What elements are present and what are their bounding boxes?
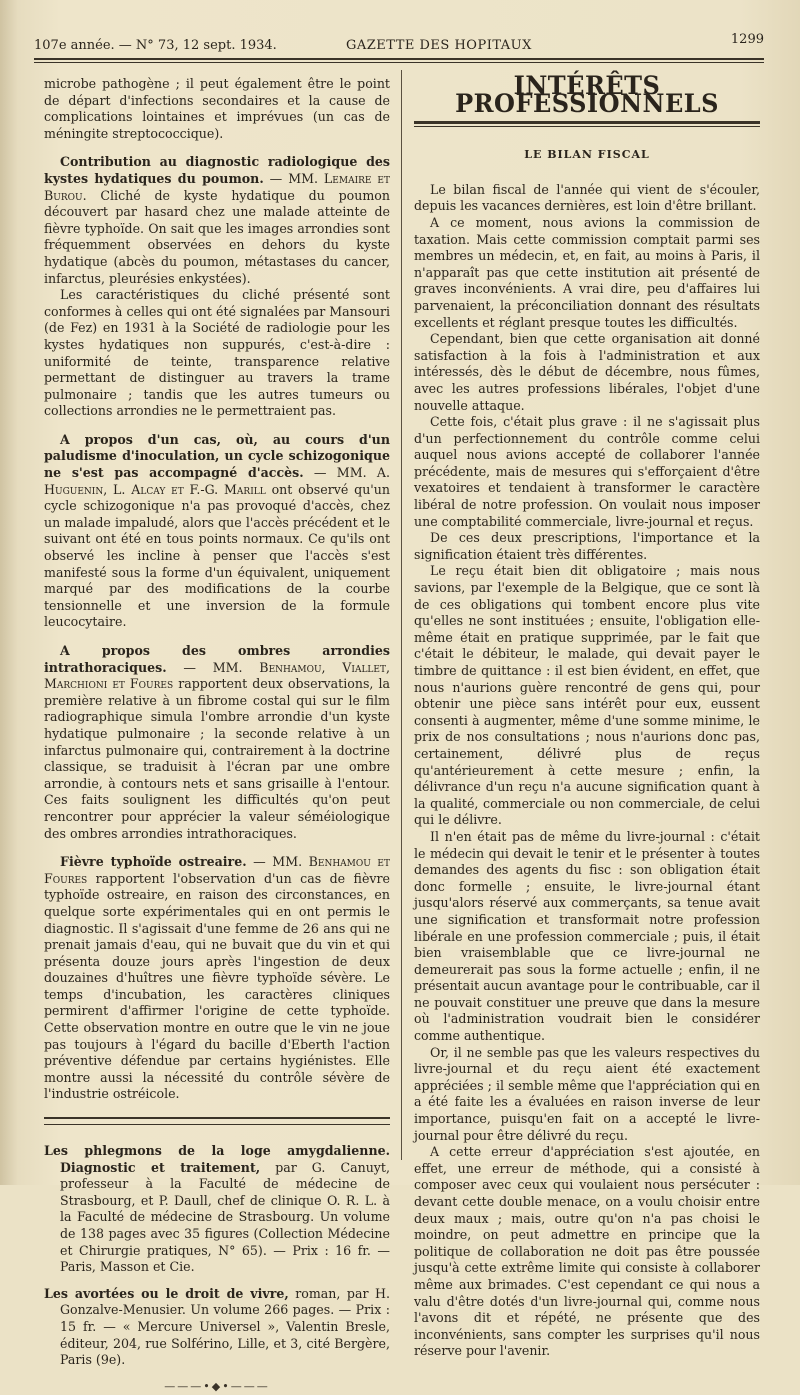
body-paragraph: De ces deux prescriptions, l'importance et la signification étaient très différentes. <box>414 530 760 562</box>
book-title: Les phlegmons de la loge amygdalienne. Diagnostic et traitement, <box>44 1143 390 1175</box>
article-paludisme: A propos d'un cas, où, au cours d'un paludisme d'inoculation, un cycle schizogonique ne s'est pas accompagné d'accès. — MM. A. Huguenin, L. Alcay et F.-G. Marill ont observé qu'un cycle schizogonique n'a pas provoqué d'accès, chez un malade impaludé, alors que l'accès précédent et le suivant ont été en tous points normaux. Ce qu'ils ont observé les incline à penser que l'accès s'est manifesté sous la forme d'un équivalent, uniquement marqué par des modifications de la courbe tensionnelle et une inversion de la formule leucocytaire. <box>44 431 390 630</box>
article-subtitle: LE BILAN FISCAL <box>524 148 650 162</box>
body-paragraph: A cette erreur d'appréciation s'est ajoutée, en effet, une erreur de méthode, qui a consisté à composer avec ceux qui voulaient nous persécuter : devant cette double menace, on a voulu choisir entre deux maux ; mais, outre qu'on n'a pas choisi le moindre, on peut admettre en principe que la politique de collaboration ne doit pas être poussée jusqu'à cette extrême limite qui consiste à collaborer même aux brimades. C'est cependant ce qui nous a valu d'être dotés d'un livre-journal qui, comme nous l'avons dit et répété, ne présente que des inconvénients, sans compter les surprises qu'il nous réserve pour l'avenir. <box>414 1144 760 1359</box>
article-authors: MM. Lemaire et Burou. <box>44 170 390 203</box>
ornament-divider-icon: ———•◆•——— <box>164 1379 270 1393</box>
issue-info: 107e année. — N° 73, 12 sept. 1934. <box>34 38 277 53</box>
book-title: Les avortées ou le droit de vivre, <box>44 1285 289 1301</box>
article-ombres: A propos des ombres arrondies intrathoraciques. — MM. Benhamou, Viallet, Marchioni et Foures rapportent deux observations, la première relative à un fibrome costal qui sur le film radiographique simula l'ombre arrondie d'un kyste hydatique pulmonaire ; la seconde relative à un infarctus pulmonaire qui, contrairement à la doctrine classique, se traduisit à l'écran par une ombre arrondie, à contours nets et sans grisaille à l'entour. Ces faits soulignent les difficultés qu'on peut rencontrer pour apprécier la valeur séméiologique des ombres arrondies intrathoraciques. <box>44 643 390 841</box>
header-rule <box>34 58 764 60</box>
page-number: 1299 <box>730 32 764 47</box>
continued-paragraph: microbe pathogène ; il peut également être le point de départ d'infections secondaires et la cause de complications lointaines et imprévues (un cas de méningite streptococcique). <box>44 76 390 141</box>
section-divider <box>44 1117 390 1125</box>
article-text: rapportent l'observation d'un cas de fièvre typhoïde ostreaire, en raison des circonstances, en quelque sorte expérimentales qui en ont permis le diagnostic. Il s'agissait d'une femme de 26 ans qui ne prenait jamais d'eau, qui ne buvait que du vin et qui présenta douze jours après l'ingestion de deux douzaines d'huîtres une fièvre typhoïde sévère. Le temps d'incubation, les caractères cliniques permirent d'affirmer l'origine de cette typhoïde. Cette observation montre en outre que le vin ne joue pas toujours à l'égard du bacille d'Eberth l'action préventive défendue par certains hygiénistes. Elle montre aussi la nécessité du contrôle sévère de l'industrie ostréicole. <box>44 870 391 1102</box>
article-title: A propos des ombres arrondies intrathoraciques. <box>44 643 390 675</box>
title-rule <box>414 121 760 124</box>
left-column <box>44 76 390 1395</box>
article-title: Fièvre typhoïde ostreaire. <box>60 854 247 870</box>
section-title: INTÉRÊTS PROFESSIONNELS <box>455 69 719 118</box>
body-paragraph: Or, il ne semble pas que les valeurs respectives du livre-journal et du reçu aient été exactement appréciées ; il semble même que l'appréciation qui en a été faite les a évaluées en raison inverse de leur importance, puisqu'en fait on a accepté le livre-journal pour être délivré du reçu. <box>414 1044 760 1143</box>
body-paragraph: A ce moment, nous avions la commission de taxation. Mais cette commission comptait parmi ses membres un médecin, et, en fait, au moins à Paris, il n'apparaît pas que cette institution ait présenté de graves inconvénients. A vrai dire, peu d'affaires lui parvenaient, la préconciliation donnant des résultats excellents et réglant presque toutes les difficultés. <box>414 214 760 330</box>
body-paragraph: Le bilan fiscal de l'année qui vient de s'écouler, depuis les vacances dernières, est loin d'être brillant. <box>414 181 760 214</box>
article-authors: MM. A. Huguenin, L. Alcay et F.-G. Marill <box>44 465 390 497</box>
article-title: A propos d'un cas, où, au cours d'un paludisme d'inoculation, un cycle schizogonique ne s'est pas accompagné d'accès. <box>44 431 390 481</box>
header-rule-thin <box>34 62 764 63</box>
article-text: Cliché de kyste hydatique du poumon découvert par hasard chez une malade atteinte de fièvre typhoïde. On sait que les images arrondies sont fréquemment observées en dehors du kyste hydatique (abcès du poumon, métastases du cancer, infarctus, pleurésies enkystées). <box>44 187 390 286</box>
article-text: ont observé qu'un cycle schizogonique n'a pas provoqué d'accès, chez un malade impaludé, alors que l'accès précédent et le suivant ont été en tous points normaux. Ce qu'ils ont observé les incline à penser que l'accès s'est manifesté sous la forme d'un équivalent, uniquement marqué par des modifications de la courbe tensionnelle et une inversion de la formule leucocytaire. <box>44 481 390 630</box>
article-kystes: Contribution au diagnostic radiologique des kystes hydatiques du poumon. — MM. Lemaire et Burou. Cliché de kyste hydatique du poumon découvert par hasard chez une malade atteinte de fièvre typhoïde. On sait que les images arrondies sont fréquemment observées en dehors du kyste hydatique (abcès du poumon, métastases du cancer, infarctus, pleurésies enkystées). <box>44 154 390 286</box>
body-paragraph: Le reçu était bien dit obligatoire ; mais nous savions, par l'exemple de la Belgique, que ce sont là de ces obligations qui tombent encore plus vite qu'elles ne sont instituées ; ensuite, l'obligation elle-même était en pratique supprimée, par le fait que c'était le débiteur, le malade, qui devait payer le timbre de quittance : il est bien évident, en effet, que nous n'aurions guère rencontré de gens qui, pour obtenir une pièce sans intérêt pour eux, eussent consenti à augmenter, même d'une somme minime, le prix de nos consultations ; nous n'aurions donc pas, certainement, délivré plus de reçus qu'antérieurement à cette mesure ; enfin, la délivrance d'un reçu n'a aucune signification quant à la qualité, commerciale ou non commerciale, de celui qui le délivre. <box>414 563 760 828</box>
right-column <box>414 69 760 1360</box>
title-rule-thin <box>414 126 760 127</box>
article-paragraph: Les caractéristiques du cliché présenté sont conformes à celles qui ont été signalées par Mansouri (de Fez) en 1931 à la Société de radiologie pour les kystes hydatiques non suppurés, c'est-à-dire : uniformité de teinte, transparence relative permettant de distinguer au travers la trame pulmonaire ; tandis que les autres tumeurs ou collections arrondies ne le permettraient pas. <box>44 287 390 419</box>
body-paragraph: Cependant, bien que cette organisation ait donné satisfaction à la fois à l'administration et aux intéressés, dès le début de décembre, nous fûmes, avec les autres professions libérales, l'objet d'une nouvelle attaque. <box>414 331 760 413</box>
journal-title: GAZETTE DES HOPITAUX <box>346 38 532 53</box>
book-details: par G. Canuyt, professeur à la Faculté de médecine de Strasbourg, et P. Daull, chef de clinique O. R. L. à la Faculté de médecine de Strasbourg. Un volume de 138 pages avec 35 figures (Collection Médecine et Chirurgie pratiques, N° 65). — Prix : 16 fr. — Paris, Masson et Cie. <box>60 1159 390 1275</box>
book-review <box>44 1286 390 1369</box>
body-paragraph: Il n'en était pas de même du livre-journal : c'était le médecin qui devait le tenir et le présenter à toutes demandes des agents du fisc : son obligation était donc formelle ; ensuite, le livre-journal étant jusqu'alors réservé aux commerçants, sa tenue avait une signification et transformait notre profession libérale en une profession commerciale ; puis, il était bien vraisemblable que ce livre-journal ne demeurerait pas sous la forme actuelle ; enfin, il ne présentait aucun avantage pour le contribuable, car il ne pouvait constituer une preuve que dans la mesure où l'administration voudrait bien le considérer comme authentique. <box>414 828 760 1044</box>
article-typhoide: Fièvre typhoïde ostreaire. — MM. Benhamou et Foures rapportent l'observation d'un cas de fièvre typhoïde ostreaire, en raison des circonstances, en quelque sorte expérimentales qui en ont permis le diagnostic. Il s'agissait d'une femme de 26 ans qui ne prenait jamais d'eau, qui ne buvait que du vin et qui présenta douze jours après l'ingestion de deux douzaines d'huîtres une fièvre typhoïde sévère. Le temps d'incubation, les caractères cliniques permirent d'affirmer l'origine de cette typhoïde. Cette observation montre en outre que le vin ne joue pas toujours à l'égard du bacille d'Eberth l'action préventive défendue par certains hygiénistes. Elle montre aussi la nécessité du contrôle sévère de l'industrie ostréicole. <box>44 854 391 1102</box>
book-review <box>44 1143 390 1276</box>
article-authors: MM. Benhamou et Foures <box>44 854 390 886</box>
column-divider <box>401 70 402 1160</box>
article-title: Contribution au diagnostic radiologique des kystes hydatiques du poumon. <box>44 154 390 186</box>
book-details: roman, par H. Gonzalve-Menusier. Un volume 266 pages. — Prix : 15 fr. — « Mercure Universel », Valentin Bresle, éditeur, 204, rue Solférino, Lille, et 3, cité Bergère, Paris (9e). <box>60 1285 390 1368</box>
body-paragraph: Cette fois, c'était plus grave : il ne s'agissait plus d'un perfectionnement du contrôle comme celui auquel nous avions accepté de collaborer l'année précédente, mais de mesures qui s'efforçaient d'être vexatoires et tendaient à transformer le caractère libéral de notre profession. On voulait nous imposer une comptabilité commerciale, livre-journal et reçus. <box>414 414 760 529</box>
page-header <box>34 34 764 58</box>
article-authors: MM. Benhamou, Viallet, Marchioni et Foures <box>44 659 390 692</box>
article-text: rapportent deux observations, la première relative à un fibrome costal qui sur le film radiographique simula l'ombre arrondie d'un kyste hydatique pulmonaire ; la seconde relative à un infarctus pulmonaire qui, contrairement à la doctrine classique, se traduisit à l'écran par une ombre arrondie, à contours nets et sans grisaille à l'entour. Ces faits soulignent les difficultés qu'on peut rencontrer pour apprécier la valeur séméiologique des ombres arrondies intrathoraciques. <box>44 676 390 841</box>
